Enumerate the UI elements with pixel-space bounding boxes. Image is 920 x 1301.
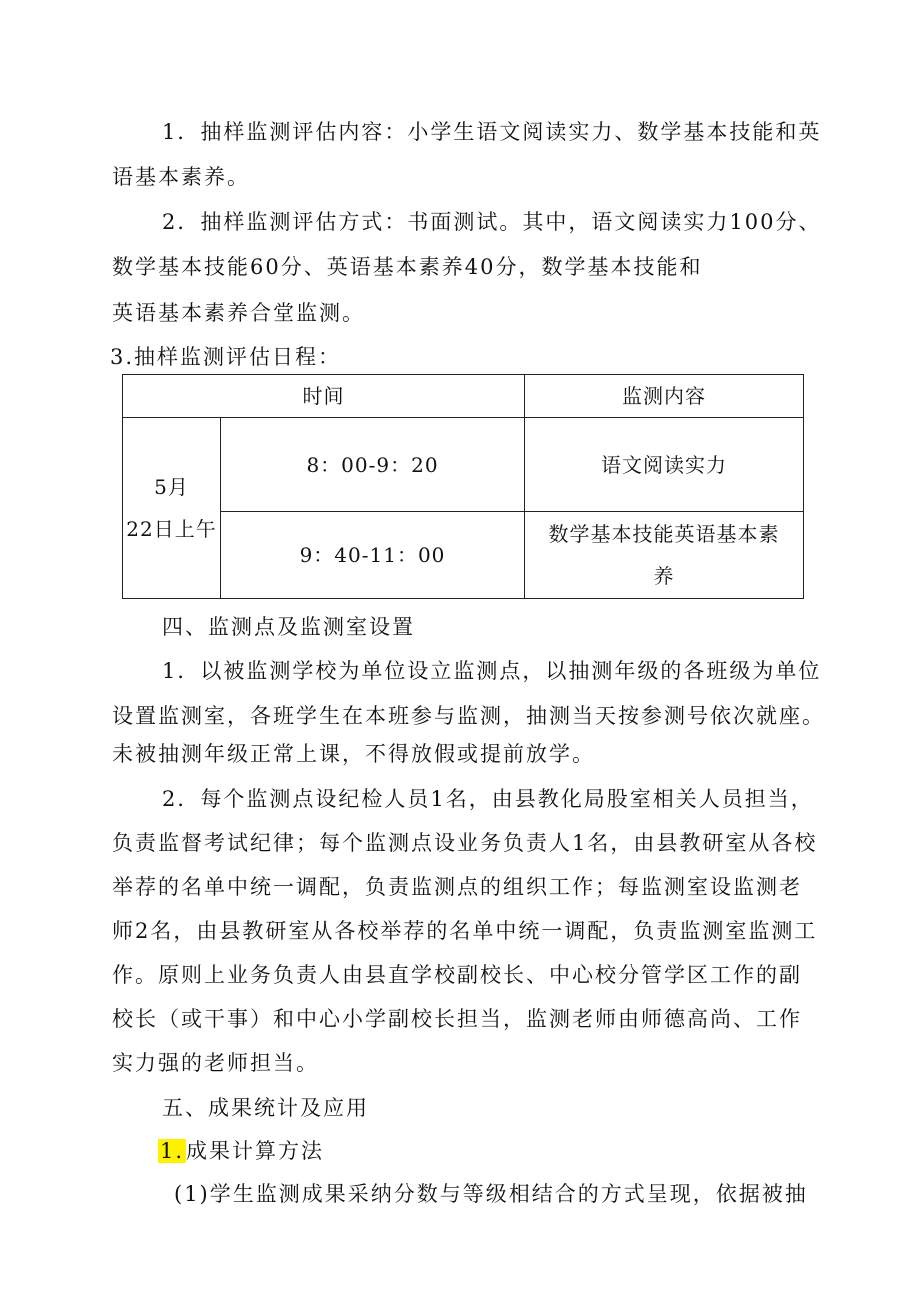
paragraph-line: 师2名，由县教研室从各校举荐的名单中统一调配，负责监测室监测工 [112, 919, 818, 943]
paragraph-line: (1)学生监测成果采纳分数与等级相结合的方式呈现，依据被抽 [174, 1182, 808, 1206]
paragraph-line: 2．每个监测点设纪检人员1名，由县教化局股室相关人员担当， [162, 787, 814, 811]
paragraph-line: 2．抽样监测评估方式：书面测试。其中，语文阅读实力100分、 [162, 210, 822, 234]
content-line: 数学基本技能英语基本素 [548, 522, 780, 546]
paragraph-line: 1．以被监测学校为单位设立监测点，以抽测年级的各班级为单位 [162, 659, 822, 683]
highlighted-number: 1. [160, 1139, 185, 1163]
date-cell [123, 418, 221, 599]
paragraph-line: 英语基本素养合堂监测。 [112, 301, 365, 325]
header-content: 监测内容 [525, 375, 804, 418]
paragraph-line: 1．抽样监测评估内容：小学生语文阅读实力、数学基本技能和英 [162, 120, 822, 144]
content-cell: 语文阅读实力 [525, 418, 804, 512]
date-line: 22日上午 [126, 517, 217, 541]
time-cell: 8：00-9：20 [221, 418, 525, 512]
paragraph-line: 数学基本技能60分、英语基本素养40分，数学基本技能和 [112, 255, 703, 279]
paragraph-line: 校长（或干事）和中心小学副校长担当，监测老师由师德高尚、工作 [112, 1007, 802, 1031]
paragraph-line: 设置监测室，各班学生在本班参与监测，抽测当天按参测号依次就座。 [112, 704, 825, 728]
header-time: 时间 [123, 375, 525, 418]
paragraph-line: 语基本素养。 [112, 165, 250, 189]
section-title: 四、监测点及监测室设置 [162, 615, 415, 639]
subsection-title-text: 成果计算方法 [186, 1139, 325, 1163]
content-cell [525, 512, 804, 599]
paragraph-line: 作。原则上业务负责人由县直学校副校长、中心校分管学区工作的副 [112, 963, 802, 987]
section-title: 五、成果统计及应用 [162, 1096, 369, 1120]
date-line: 5月 [154, 475, 189, 499]
time-cell: 9：40-11：00 [221, 512, 525, 599]
paragraph-line: 负责监督考试纪律；每个监测点设业务负责人1名，由县教研室从各校 [112, 831, 818, 855]
content-line: 养 [653, 564, 675, 588]
paragraph-line: 举荐的名单中统一调配，负责监测点的组织工作；每监测室设监测老 [112, 875, 802, 899]
paragraph-line: 未被抽测年级正常上课，不得放假或提前放学。 [112, 742, 595, 766]
subsection-title [158, 1137, 324, 1165]
schedule-heading: 3.抽样监测评估日程： [110, 345, 342, 369]
paragraph-line: 实力强的老师担当。 [112, 1051, 319, 1075]
schedule-table [122, 374, 804, 599]
